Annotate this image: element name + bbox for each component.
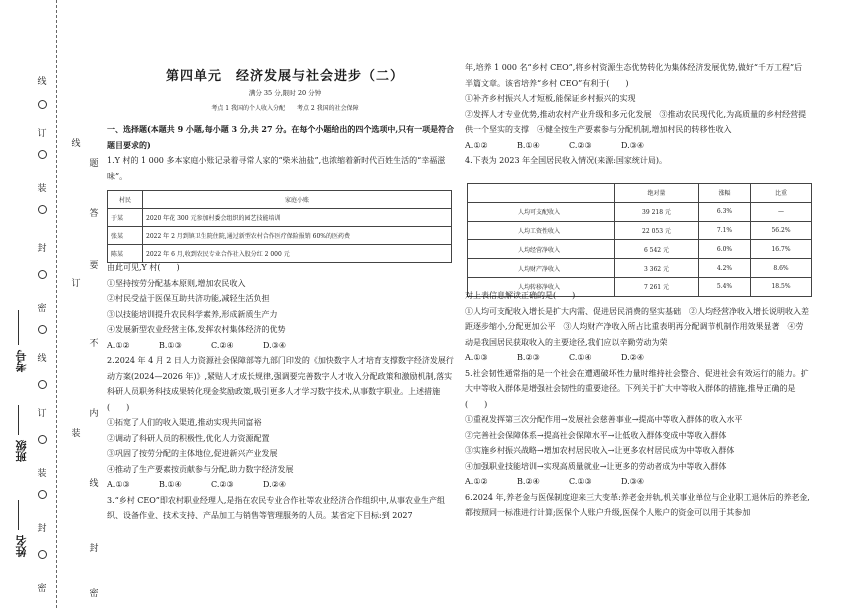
table-cell: 陈某: [108, 245, 143, 263]
choice-a[interactable]: A.①②: [465, 140, 488, 150]
name-label: 姓名: [15, 535, 28, 557]
choice-c[interactable]: C.②③: [569, 140, 592, 150]
inner-seal-char: 订: [71, 279, 81, 289]
q5-option: ④加强职业技能培训→实现高质量就业→让更多的劳动者成为中等收入群体: [465, 461, 727, 471]
choice-b[interactable]: B.①③: [159, 340, 182, 350]
q1-lead: 由此可见,Y 村( ): [107, 263, 180, 272]
table-header-cell: 村民: [108, 191, 143, 209]
table-cell: 16.7%: [751, 240, 812, 259]
binding-hole: [38, 325, 47, 334]
seal-mark: 订: [37, 409, 47, 419]
seal-warning-char: 封: [89, 544, 99, 554]
table-cell: 3 362 元: [615, 259, 699, 278]
seal-mark: 线: [37, 354, 47, 364]
left-column-lower: [107, 260, 455, 524]
table-cell: 18.5%: [751, 277, 812, 296]
q2-option: ④推动了生产要素按贡献参与分配,助力数字经济发展: [107, 464, 294, 474]
binding-margin: [0, 0, 110, 608]
seal-warning-char: 要: [89, 261, 99, 271]
q3-choices: [465, 138, 810, 154]
table-cell: 人均财产净收入: [468, 259, 615, 278]
q4-stem: 4.下表为 2023 年全国居民收入情况(来源:国家统计局)。: [465, 156, 668, 165]
right-column: [465, 60, 810, 169]
seal-mark: 线: [37, 77, 47, 87]
q5-option: ①重视发挥第三次分配作用→发展社会慈善事业→提高中等收入群体的收入水平: [465, 415, 743, 424]
q5-choices: [465, 474, 810, 490]
choice-a[interactable]: A.①③: [465, 353, 488, 362]
table-cell: 2022 年 6 月,收到农民专业合作社入股分红 2 000 元: [143, 245, 452, 263]
unit-title: 第四单元 经济发展与社会进步（二）: [165, 69, 404, 84]
binding-hole: [38, 270, 47, 279]
table-header-row: [108, 191, 452, 209]
q6-stem: 6.2024 年,养老金与医保制度迎来三大变革:养老金并轨,机关事业单位与企业职工退休后的养老金,都按照同一标准进行计算;医保个人账户升级,医保个人账户的资金可以用于其参加: [465, 492, 810, 517]
choice-b[interactable]: B.②③: [517, 353, 540, 362]
choice-d[interactable]: D.②④: [621, 353, 645, 362]
choice-d[interactable]: D.③④: [621, 140, 645, 150]
choice-c[interactable]: C.①④: [569, 353, 592, 362]
q1-table: [107, 190, 452, 263]
left-column: [107, 122, 455, 184]
seal-dashed-line: [56, 0, 57, 608]
table-cell: 39 218 元: [615, 202, 699, 221]
choice-c[interactable]: C.②③: [211, 480, 234, 489]
table-header-cell: [468, 184, 615, 203]
q1-option: ④发展新型农业经营主体,发挥农村集体经济的优势: [107, 325, 286, 334]
binding-hole: [38, 550, 47, 559]
table-cell: 6.3%: [698, 202, 750, 221]
table-cell: 张某: [108, 227, 143, 245]
choice-d[interactable]: D.③④: [621, 477, 645, 486]
table-header-cell: 比重: [751, 184, 812, 203]
table-cell: 22 053 元: [615, 221, 699, 240]
q1-stem: 1.Y 村的 1 000 多本家庭小账记录着寻常人家的“柴米油盐”,也浓缩着新时代百姓生活的“幸福滋味”。: [107, 156, 446, 181]
seal-mark: 装: [37, 184, 47, 194]
table-cell: 56.2%: [751, 221, 812, 240]
exam-number-line[interactable]: [18, 310, 19, 345]
table-cell: 人均工资性收入: [468, 221, 615, 240]
table-cell: 于某: [108, 209, 143, 227]
right-column-lower: [465, 288, 810, 521]
choice-c[interactable]: C.①③: [569, 477, 592, 486]
seal-warning-char: 题: [89, 159, 99, 169]
seal-warning-char: 密: [89, 589, 99, 599]
q3-stem: 3.“乡村 CEO”即农村职业经理人,是指在农民专业合作社等农业经济合作组织中,从事农业生产组织、设备作业、技术支持、产品加工与销售等管理服务的人员。某省定下目标:到 2027: [107, 495, 445, 520]
table-header-cell: 家庭小账: [143, 191, 452, 209]
seal-mark: 封: [37, 244, 47, 254]
q4-options: ①人均可支配收入增长是扩大内需、促进居民消费的坚实基础 ②人均经营净收入增长说明收入差距逐步缩小,分配更加公平 ③人均财产净收入所占比重表明再分配调节机制作用效果显著 ④劳动是我国居民获取收入的主要途径,我们应以辛勤劳动为荣: [465, 306, 809, 347]
seal-mark: 订: [37, 129, 47, 139]
class-label: 班级: [15, 440, 28, 462]
table-row: [468, 259, 812, 278]
name-line[interactable]: [18, 500, 19, 530]
table-cell: 人均转移净收入: [468, 277, 615, 296]
q5-option: ②完善社会保障体系→提高社会保障水平→让低收入群体变成中等收入群体: [465, 430, 727, 440]
q2-option: ③巩固了按劳分配的主体地位,促进新兴产业发展: [107, 449, 278, 458]
inner-seal-char: 线: [71, 139, 81, 149]
section-heading: 一、选择题(本题共 9 小题,每小题 3 分,共 27 分。在每个小题给出的四个选项中,只有一项是符合题目要求的): [107, 124, 455, 150]
topic-line: 考点 1 我国的个人收入分配 考点 2 我国的社会保障: [211, 105, 359, 112]
q4-lead: 对上表信息解读正确的是( ): [465, 291, 576, 300]
q4-income-table: [467, 183, 812, 297]
q3-option: ②发挥人才专业优势,推动农村产业升级和多元化发展 ③推动农民现代化,为高质量的乡村经营提供一个坚实的支撑 ④健全按生产要素参与分配机制,增加村民的转移性收入: [465, 109, 807, 134]
seal-warning-char: 内: [89, 409, 99, 419]
table-cell: 6.0%: [698, 240, 750, 259]
q2-option: ①拓宽了人们的收入渠道,推动实现共同富裕: [107, 418, 262, 427]
seal-warning-char: 答: [89, 209, 99, 219]
exam-info: 满分 35 分,限时 20 分钟: [248, 89, 322, 97]
seal-mark: 封: [37, 524, 47, 534]
seal-warning-char: 不: [89, 339, 99, 349]
table-header-row: [468, 184, 812, 203]
q5-stem: 5.社会韧性通常指的是一个社会在遭遇破坏性力量时维持社会整合、促进社会有效运行的能力。扩大中等收入群体是增强社会韧性的重要途径。下列关于扩大中等收入群体的措施,推导正确的是( ): [465, 368, 809, 409]
binding-hole: [38, 435, 47, 444]
table-cell: 人均可支配收入: [468, 202, 615, 221]
table-header-cell: 涨幅: [698, 184, 750, 203]
binding-hole: [38, 100, 47, 109]
table-cell: 7 261 元: [615, 277, 699, 296]
q3-stem-cont: 年,培养 1 000 名“乡村 CEO”,将乡村资源生态优势转化为集体经济发展优势,做好“千万工程”后半篇文章。该省培养“乡村 CEO”有利于( ): [465, 63, 803, 88]
seal-mark: 密: [37, 304, 47, 314]
q1-option: ③以技能培训提升农民科学素养,形成新质生产力: [107, 309, 278, 319]
choice-d[interactable]: D.②④: [263, 480, 287, 489]
table-row: [468, 221, 812, 240]
choice-d[interactable]: D.③④: [263, 340, 287, 350]
seal-warning-char: 线: [89, 479, 99, 489]
choice-a[interactable]: A.①②: [465, 477, 488, 486]
seal-mark: 密: [37, 584, 47, 594]
q1-option: ②村民受益于医保互助共济功能,减轻生活负担: [107, 294, 270, 303]
table-row: [468, 240, 812, 259]
table-row: [468, 202, 812, 221]
choice-a[interactable]: A.①②: [107, 340, 130, 350]
table-cell: 5.4%: [698, 277, 750, 296]
choice-b[interactable]: B.②④: [517, 477, 540, 486]
table-cell: 2020 年花 300 元参加村委会组织的园艺技能培训: [143, 209, 452, 227]
table-cell: 6 542 元: [615, 240, 699, 259]
table-row: [108, 209, 452, 227]
binding-hole: [38, 205, 47, 214]
table-row: [108, 227, 452, 245]
q4-choices: [465, 350, 810, 366]
class-line[interactable]: [18, 405, 19, 435]
q2-choices: [107, 477, 455, 493]
choice-b[interactable]: B.①④: [517, 140, 540, 150]
table-header-cell: 绝对量: [615, 184, 699, 203]
table-cell: 7.1%: [698, 221, 750, 240]
table-cell: 2022 年 2 月到镇卫生院住院,通过新型农村合作医疗保险报销 60%的医药费: [143, 227, 452, 245]
q1-option: ①坚持按劳分配基本原则,增加农民收入: [107, 278, 246, 288]
binding-hole: [38, 380, 47, 389]
choice-a[interactable]: A.①③: [107, 480, 130, 489]
table-cell: 4.2%: [698, 259, 750, 278]
choice-b[interactable]: B.①④: [159, 480, 182, 489]
q5-option: ③实施乡村振兴战略→增加农村居民收入→让更多农村居民成为中等收入群体: [465, 446, 735, 455]
inner-seal-char: 装: [71, 429, 81, 439]
q2-option: ②调动了科研人员的积极性,优化人力资源配置: [107, 433, 270, 443]
binding-hole: [38, 490, 47, 499]
seal-mark: 装: [37, 469, 47, 479]
table-cell: 人均经营净收入: [468, 240, 615, 259]
q1-choices: [107, 338, 455, 354]
choice-c[interactable]: C.②④: [211, 340, 234, 350]
table-cell: —: [751, 202, 812, 221]
q3-option: ①补齐乡村振兴人才短板,能保证乡村振兴的实现: [465, 94, 636, 103]
exam-number-label: 考号: [15, 350, 28, 372]
table-cell: 8.6%: [751, 259, 812, 278]
binding-hole: [38, 150, 47, 159]
q2-stem: 2.2024 年 4 月 2 日人力资源社会保障部等九部门印发的《加快数字人才培育支撑数字经济发展行动方案(2024—2026 年)》,紧贴人才成长规律,强调要完善数字人才收入分配政策和激励机制,落实科研人员职务科技成果转化现金奖励政策,吸引更多人才学习数字技术,从事数字职业。上述措施( ): [107, 356, 454, 412]
